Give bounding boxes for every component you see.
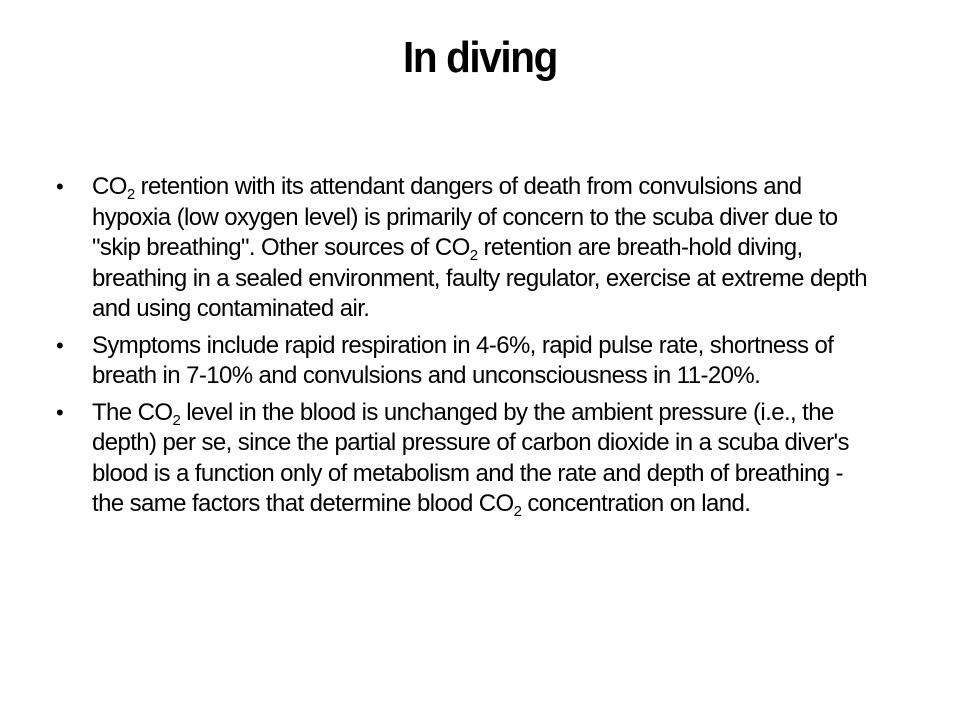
text-run: The CO [92, 398, 173, 426]
text-run: CO [92, 173, 127, 200]
subscript: 2 [126, 186, 135, 203]
bullet-marker: • [56, 399, 64, 425]
bullet-text [92, 398, 876, 520]
bullet-item [56, 331, 876, 392]
subscript: 2 [469, 247, 478, 264]
subscript: 2 [513, 503, 522, 520]
bullet-marker: • [56, 332, 64, 358]
bullet-list [56, 172, 876, 526]
text-run: retention with its attendant dangers of death from convulsions and hypoxia (low oxygen level) is primarily of concern to the scuba diver due to "skip breathing". Other sources of CO [92, 173, 838, 261]
text-run: Symptoms include rapid respiration in 4-6%, rapid pulse rate, shortness of breath in 7-10% and convulsions and unconsciousness in 11-20%. [92, 331, 834, 389]
subscript: 2 [172, 411, 181, 429]
bullet-marker: • [56, 174, 64, 199]
bullet-item [56, 398, 876, 520]
bullet-text [92, 331, 876, 392]
slide-title: In diving [402, 33, 557, 82]
text-run: level in the blood is unchanged by the ambient pressure (i.e., the depth) per se, since the partial pressure of carbon dioxide in a scuba diver's blood is a function only of metabolism and the rate and depth of breathing - the same factors that determine blood CO [92, 398, 849, 517]
bullet-text [92, 172, 876, 325]
bullet-item [56, 172, 876, 325]
text-run: concentration on land. [521, 490, 751, 517]
text-run: retention are breath-hold diving, breathing in a sealed environment, faulty regulator, exercise at extreme depth and using contaminated air. [92, 234, 868, 322]
